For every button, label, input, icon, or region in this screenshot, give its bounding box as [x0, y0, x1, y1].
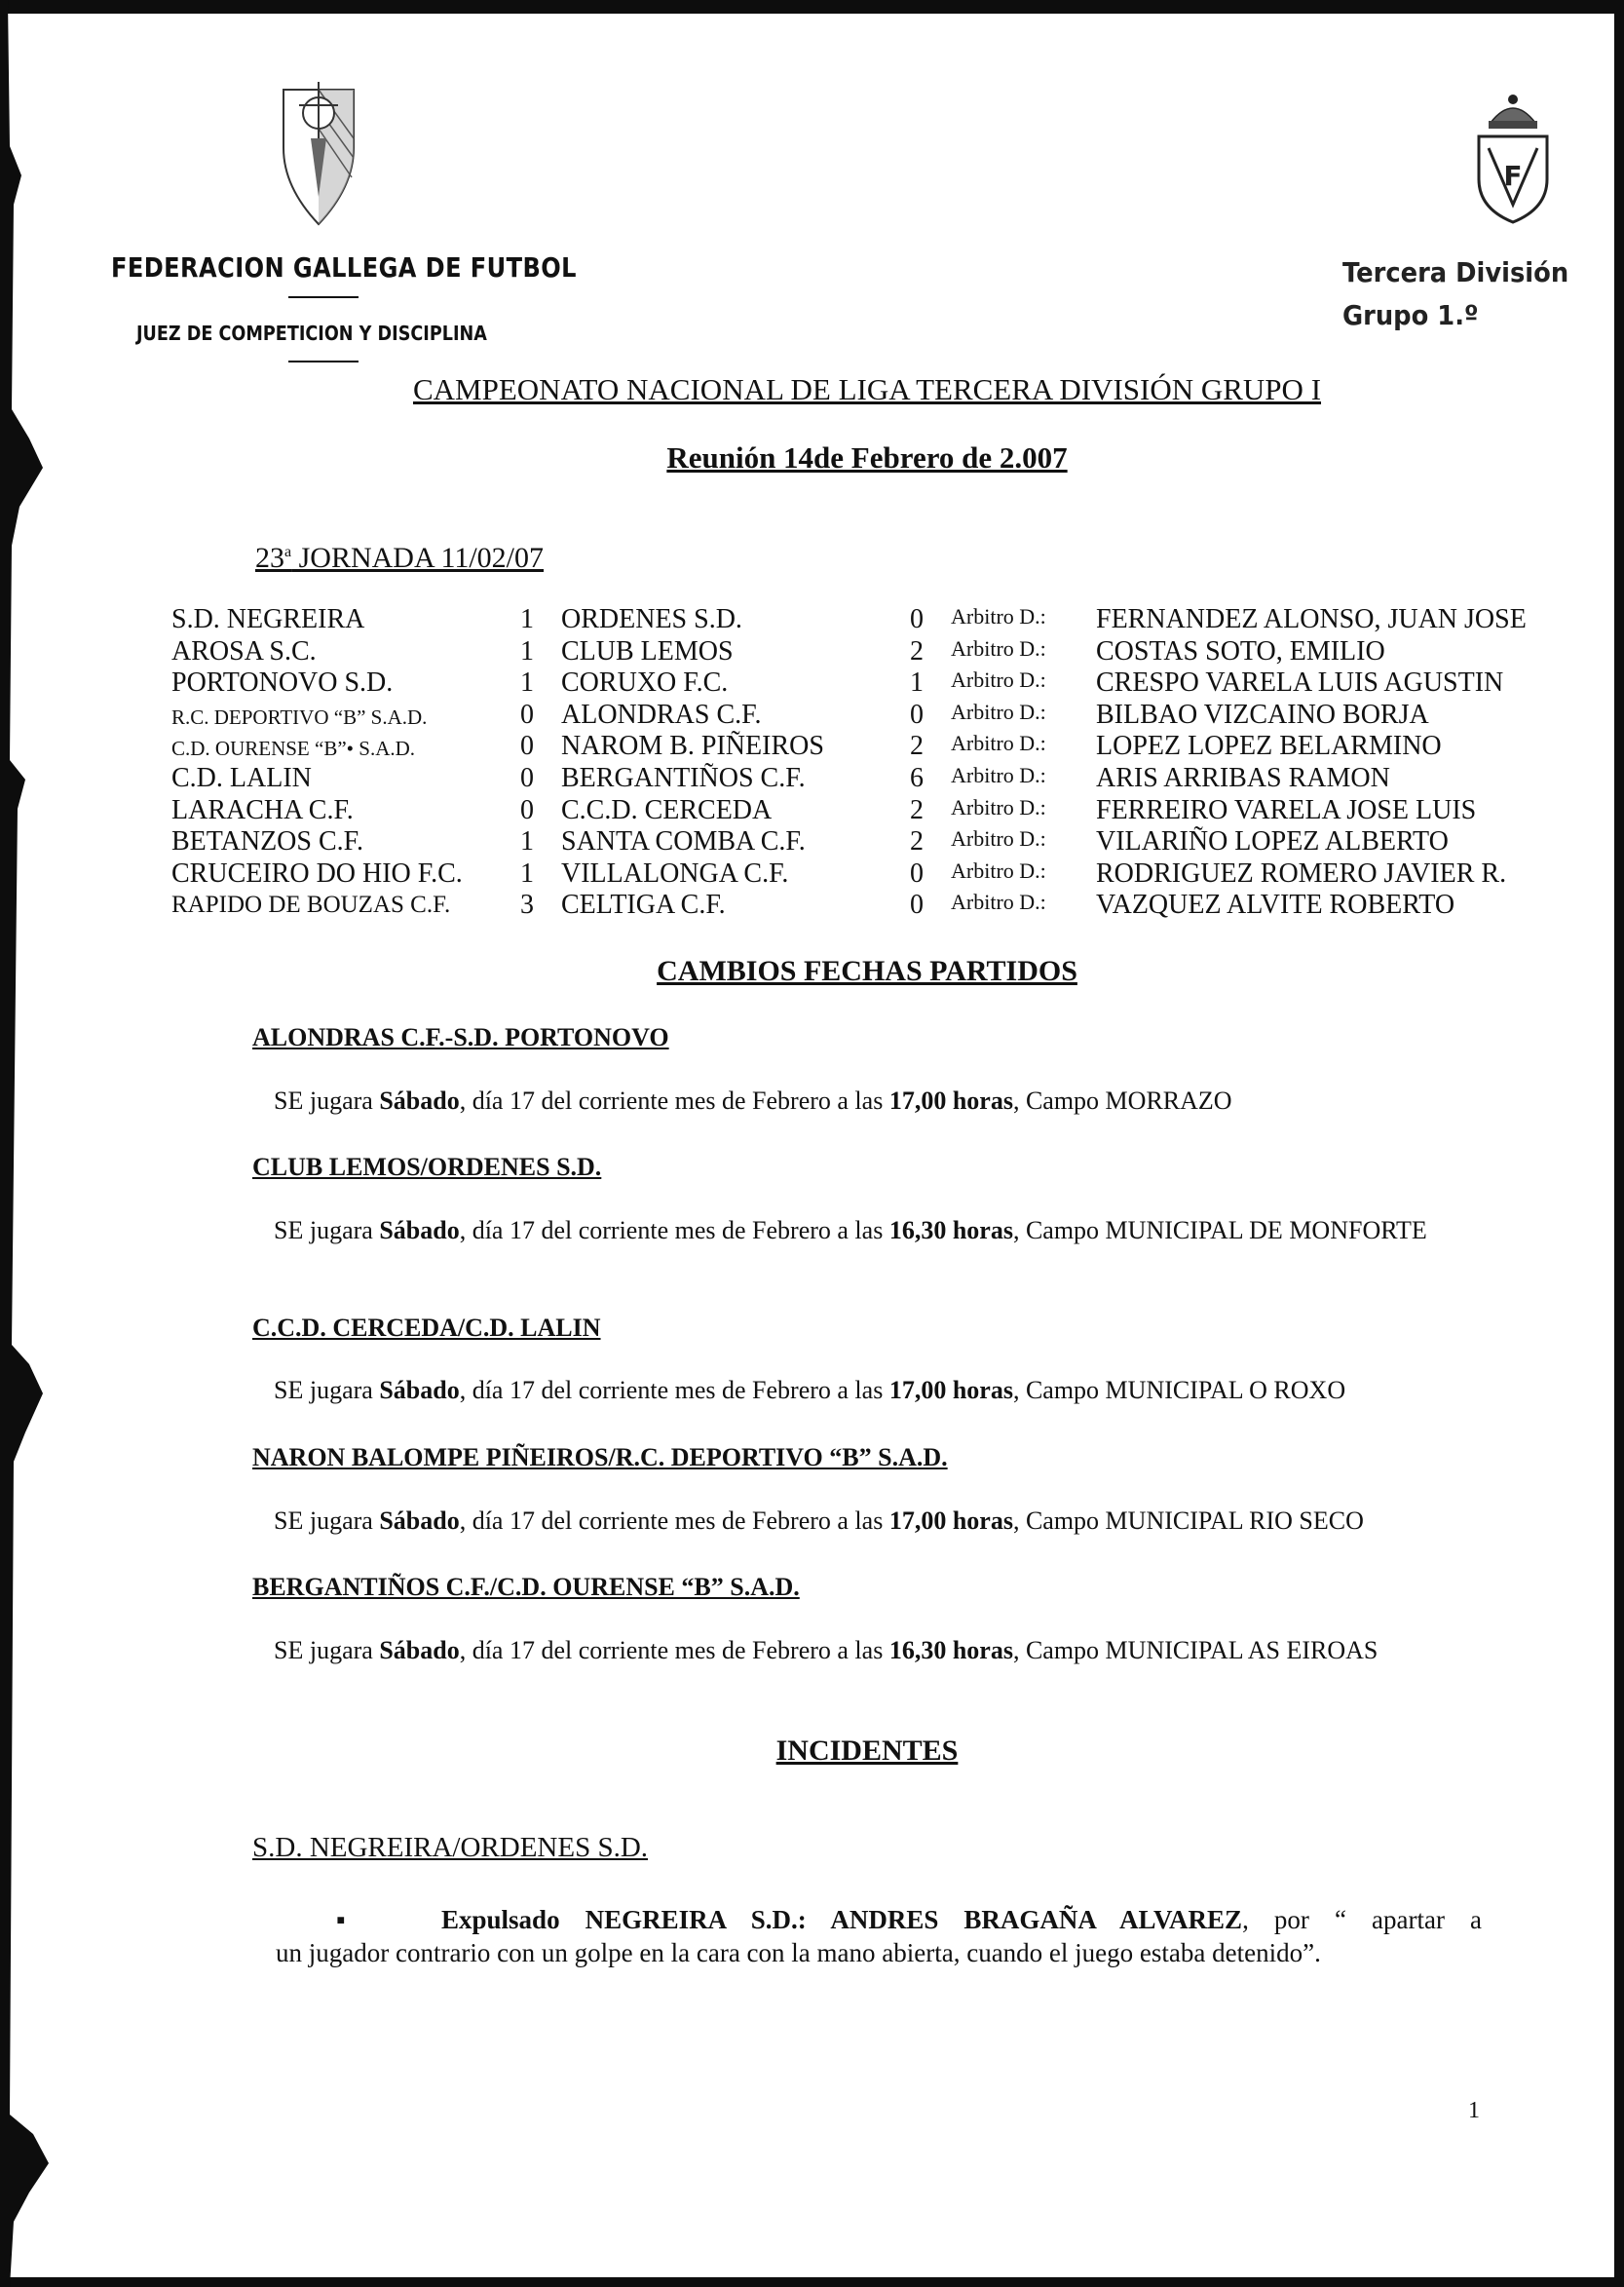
division-group: Grupo 1.º — [1342, 299, 1479, 331]
home-team: C.D. OURENSE “B”• S.A.D. — [171, 737, 416, 761]
away-score: 1 — [910, 667, 924, 699]
result-row — [171, 858, 1574, 891]
change-description: SE jugara Sábado, día 17 del corriente mes de Febrero a las 17,00 horas, Campo MUNICIPAL RIO SECO — [274, 1506, 1364, 1535]
home-score: 1 — [520, 667, 534, 699]
away-score: 2 — [910, 731, 924, 762]
expulsion-reason-start: , por “ apartar a — [1242, 1905, 1483, 1934]
change-description: SE jugara Sábado, día 17 del corriente mes de Febrero a las 16,30 horas, Campo MUNICIPAL DE MONFORTE — [274, 1216, 1427, 1244]
jornada-number: 23 — [255, 542, 284, 574]
change-description: SE jugara Sábado, día 17 del corriente mes de Febrero a las 16,30 horas, Campo MUNICIPAL AS EIROAS — [274, 1636, 1379, 1664]
result-row — [171, 890, 1574, 922]
away-score: 0 — [910, 858, 924, 889]
result-row — [171, 795, 1574, 827]
away-team: NAROM B. PIÑEIROS — [561, 731, 824, 762]
home-team: LARACHA C.F. — [171, 794, 354, 825]
result-row — [171, 826, 1574, 858]
result-row — [171, 731, 1574, 763]
referee-label: Arbitro D.: — [951, 890, 1046, 915]
change-match-title: CLUB LEMOS/ORDENES S.D. — [252, 1153, 602, 1181]
home-team: S.D. NEGREIRA — [171, 604, 365, 634]
incident-match-title: S.D. NEGREIRA/ORDENES S.D. — [252, 1832, 649, 1863]
away-team: ORDENES S.D. — [561, 604, 742, 634]
scan-border-top — [0, 0, 1624, 14]
rfef-crest-icon — [1469, 90, 1557, 226]
header-divider — [288, 361, 359, 362]
away-team: CLUB LEMOS — [561, 635, 734, 667]
home-team: R.C. DEPORTIVO “B” S.A.D. — [171, 705, 428, 729]
jornada-heading — [255, 542, 544, 575]
torn-edge-icon — [0, 0, 68, 2287]
away-team: CORUXO F.C. — [561, 667, 729, 699]
referee-name: FERREIRO VARELA JOSE LUIS — [1096, 794, 1477, 825]
division-name: Tercera División — [1342, 256, 1569, 288]
referee-name: FERNANDEZ ALONSO, JUAN JOSE — [1096, 604, 1527, 634]
referee-label: Arbitro D.: — [951, 731, 1046, 756]
federation-name: FEDERACION GALLEGA DE FUTBOL — [111, 251, 577, 284]
referee-label: Arbitro D.: — [951, 635, 1046, 661]
home-team: PORTONOVO S.D. — [171, 667, 394, 699]
home-team: CRUCEIRO DO HIO F.C. — [171, 858, 463, 889]
home-team: RAPIDO DE BOUZAS C.F. — [171, 892, 451, 919]
meeting-date: Reunión 14de Febrero de 2.007 — [666, 440, 1068, 475]
svg-text:F: F — [1503, 160, 1523, 192]
result-row — [171, 700, 1574, 732]
header-divider — [288, 296, 359, 298]
result-row — [171, 636, 1574, 668]
page-number: 1 — [1468, 2098, 1480, 2123]
home-team: AROSA S.C. — [171, 635, 317, 667]
result-row — [171, 763, 1574, 795]
home-score: 1 — [520, 826, 534, 858]
referee-name: BILBAO VIZCAINO BORJA — [1096, 699, 1429, 730]
change-description: SE jugara Sábado, día 17 del corriente mes de Febrero a las 17,00 horas, Campo MUNICIPAL O ROXO — [274, 1376, 1346, 1404]
referee-name: RODRIGUEZ ROMERO JAVIER R. — [1096, 858, 1507, 889]
away-score: 0 — [910, 604, 924, 634]
home-score: 1 — [520, 604, 534, 634]
referee-label: Arbitro D.: — [951, 667, 1046, 693]
change-match-title: C.C.D. CERCEDA/C.D. LALIN — [252, 1314, 601, 1342]
referee-name: ARIS ARRIBAS RAMON — [1096, 762, 1390, 793]
referee-label: Arbitro D.: — [951, 762, 1046, 787]
referee-name: VILARIÑO LOPEZ ALBERTO — [1096, 826, 1449, 858]
referee-label: Arbitro D.: — [951, 826, 1046, 852]
change-match-title: NARON BALOMPE PIÑEIROS/R.C. DEPORTIVO “B” S.A.D. — [252, 1443, 948, 1471]
expulsion-player: Expulsado NEGREIRA S.D.: ANDRES BRAGAÑA ALVAREZ — [441, 1905, 1243, 1934]
referee-name: COSTAS SOTO, EMILIO — [1096, 635, 1385, 667]
jornada-ordinal: a — [284, 544, 292, 560]
scan-border-bottom — [0, 2277, 1624, 2287]
division-label — [1342, 251, 1568, 337]
galician-federation-crest-icon — [276, 80, 361, 226]
home-team: C.D. LALIN — [171, 762, 312, 793]
away-score: 0 — [910, 890, 924, 921]
referee-name: CRESPO VARELA LUIS AGUSTIN — [1096, 667, 1504, 699]
home-score: 0 — [520, 731, 534, 762]
jornada-label: JORNADA 11/02/07 — [291, 542, 545, 574]
referee-label: Arbitro D.: — [951, 794, 1046, 820]
referee-name: VAZQUEZ ALVITE ROBERTO — [1096, 890, 1455, 921]
home-score: 0 — [520, 762, 534, 793]
away-score: 6 — [910, 762, 924, 793]
expulsion-reason: un jugador contrario con un golpe en la cara con la mano abierta, cuando el juego estaba detenido”. — [276, 1938, 1321, 1967]
referee-label: Arbitro D.: — [951, 858, 1046, 883]
away-team: CELTIGA C.F. — [561, 890, 726, 921]
away-team: C.C.D. CERCEDA — [561, 794, 773, 825]
away-team: BERGANTIÑOS C.F. — [561, 762, 806, 793]
away-team: VILLALONGA C.F. — [561, 858, 789, 889]
home-score: 3 — [520, 890, 534, 921]
away-team: ALONDRAS C.F. — [561, 699, 762, 730]
changes-heading: CAMBIOS FECHAS PARTIDOS — [657, 955, 1077, 987]
home-score: 0 — [520, 794, 534, 825]
incidents-heading: INCIDENTES — [775, 1734, 959, 1767]
home-score: 0 — [520, 699, 534, 730]
championship-title: CAMPEONATO NACIONAL DE LIGA TERCERA DIVISIÓN GRUPO I — [412, 372, 1322, 406]
incident-lead — [276, 1903, 1482, 1936]
result-row — [171, 604, 1574, 636]
referee-label: Arbitro D.: — [951, 604, 1046, 629]
home-score: 1 — [520, 635, 534, 667]
change-description: SE jugara Sábado, día 17 del corriente mes de Febrero a las 17,00 horas, Campo MORRAZO — [274, 1086, 1232, 1115]
away-team: SANTA COMBA C.F. — [561, 826, 806, 858]
home-score: 1 — [520, 858, 534, 889]
away-score: 2 — [910, 635, 924, 667]
change-match-title: ALONDRAS C.F.-S.D. PORTONOVO — [252, 1023, 669, 1051]
home-team: BETANZOS C.F. — [171, 826, 363, 858]
referee-label: Arbitro D.: — [951, 699, 1046, 724]
results-table — [171, 604, 1574, 922]
result-row — [171, 667, 1574, 700]
referee-name: LOPEZ LOPEZ BELARMINO — [1096, 731, 1442, 762]
scan-border-right — [1614, 0, 1624, 2287]
change-match-title: BERGANTIÑOS C.F./C.D. OURENSE “B” S.A.D. — [252, 1573, 800, 1601]
committee-name: JUEZ DE COMPETICION Y DISCIPLINA — [136, 322, 487, 345]
away-score: 2 — [910, 794, 924, 825]
incident-entry — [276, 1903, 1482, 1969]
away-score: 0 — [910, 699, 924, 730]
away-score: 2 — [910, 826, 924, 858]
bullet-icon: ▪ — [336, 1905, 346, 1934]
